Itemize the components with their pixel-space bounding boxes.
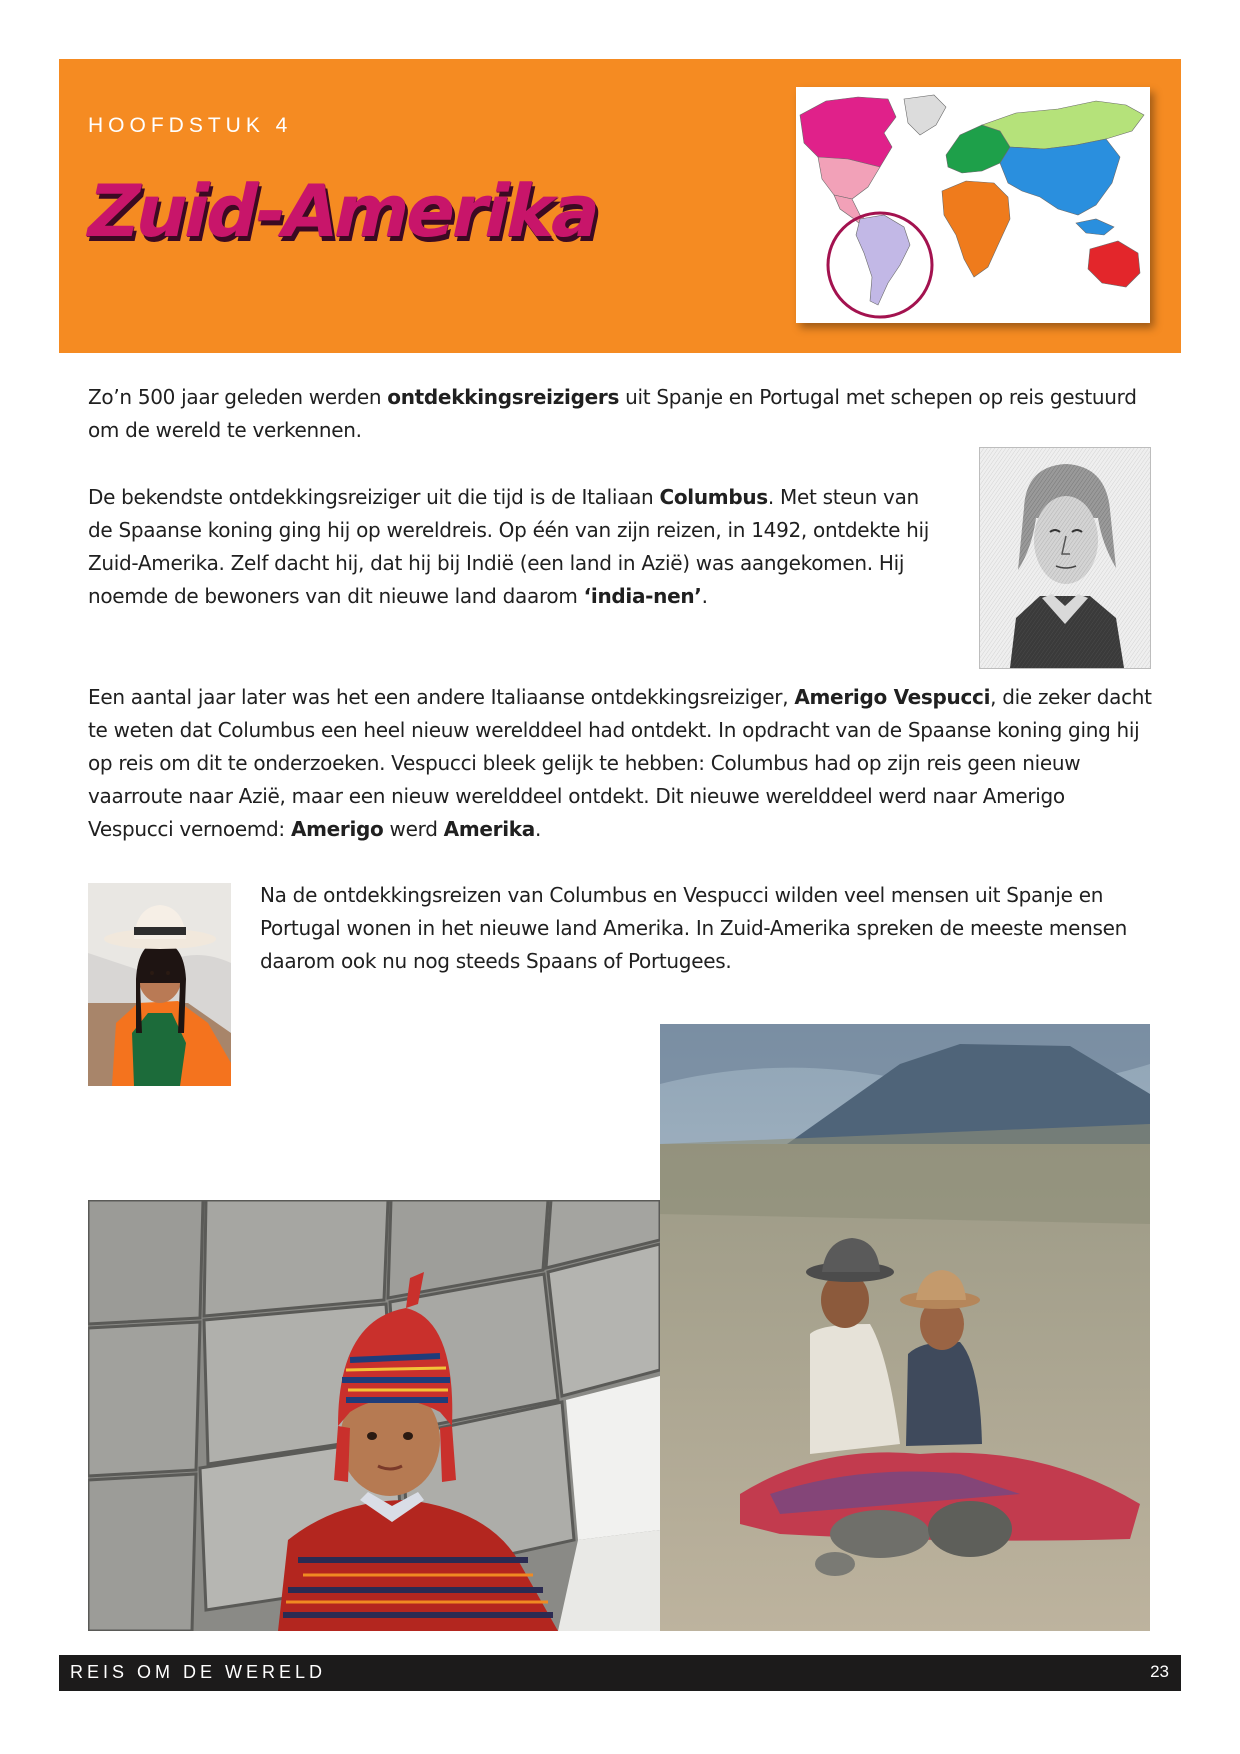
amerigo-term: Amerigo [290,817,384,841]
boy-inca-wall-photo [88,1200,660,1631]
vespucci-text-end: . [534,817,542,841]
columbus-portrait [979,447,1151,669]
columbus-text-mid: . Met steun van de Spaanse koning ging hij op wereldreis. Op één van zijn reizen, in 1492, ontdekte hij Zuid-Amerika. Zelf dacht hij, dat hij bij Indië (een land in Azië) was aangekomen. Hij noemde de bewoners van dit nieuwe land daarom [88,485,930,608]
chapter-header [59,59,1181,353]
footer-title: REIS OM DE WERELD [70,1662,327,1682]
indianen-term: ‘india-nen’ [583,584,702,608]
intro-paragraph [88,381,1152,447]
intro-bold-term: ontdekkingsreizigers [387,385,620,409]
world-map-graphic [796,87,1150,323]
columbus-paragraph [88,481,930,613]
columbus-text-end: . [701,584,708,608]
intro-text-end: uit Spanje en Portugal met schepen op reis gestuurd om de wereld te verkennen. [88,385,1137,442]
inca-wall-illustration [88,1200,660,1631]
girl-illustration [88,883,231,1086]
amerika-term: Amerika [443,817,535,841]
language-text: Na de ontdekkingsreizen van Columbus en Vespucci wilden veel mensen uit Spanje en Portugal wonen in het nieuwe land Amerika. In Zuid-Amerika spreken de meeste mensen daarom ook nu nog steeds Spaans of Portugees. [260,883,1127,973]
page-footer [59,1655,1181,1691]
vespucci-name: Amerigo Vespucci [794,685,991,709]
columbus-engraving [980,448,1150,668]
columbus-name: Columbus [659,485,768,509]
columbus-text: De bekendste ontdekkingsreiziger uit die tijd is de Italiaan [88,485,660,509]
intro-text: Zo’n 500 jaar geleden werden [88,385,388,409]
language-paragraph [260,879,1152,978]
chapter-label: HOOFDSTUK 4 [88,114,293,137]
children-altiplano-photo [660,1024,1150,1631]
vespucci-paragraph [88,681,1152,846]
world-map-image [796,87,1150,323]
chapter-title: Zuid-Amerika [79,169,607,253]
altiplano-illustration [660,1024,1150,1631]
vespucci-text: Een aantal jaar later was het een andere Italiaanse ontdekkingsreiziger, [88,685,795,709]
girl-photo [88,883,231,1086]
vespucci-text-join: werd [383,817,444,841]
vespucci-text-mid: , die zeker dacht te weten dat Columbus een heel nieuw werelddeel had ontdekt. In opdracht van de Spaanse koning ging hij op reis om dit te onderzoeken. Vespucci bleek gelijk te hebben: Columbus had op zijn reis geen nieuw vaarroute naar Azië, maar een nieuw werelddeel ontdekt. Dit nieuwe werelddeel werd naar Amerigo Vespucci vernoemd: [88,685,1152,841]
page-number: 23 [1150,1662,1169,1681]
